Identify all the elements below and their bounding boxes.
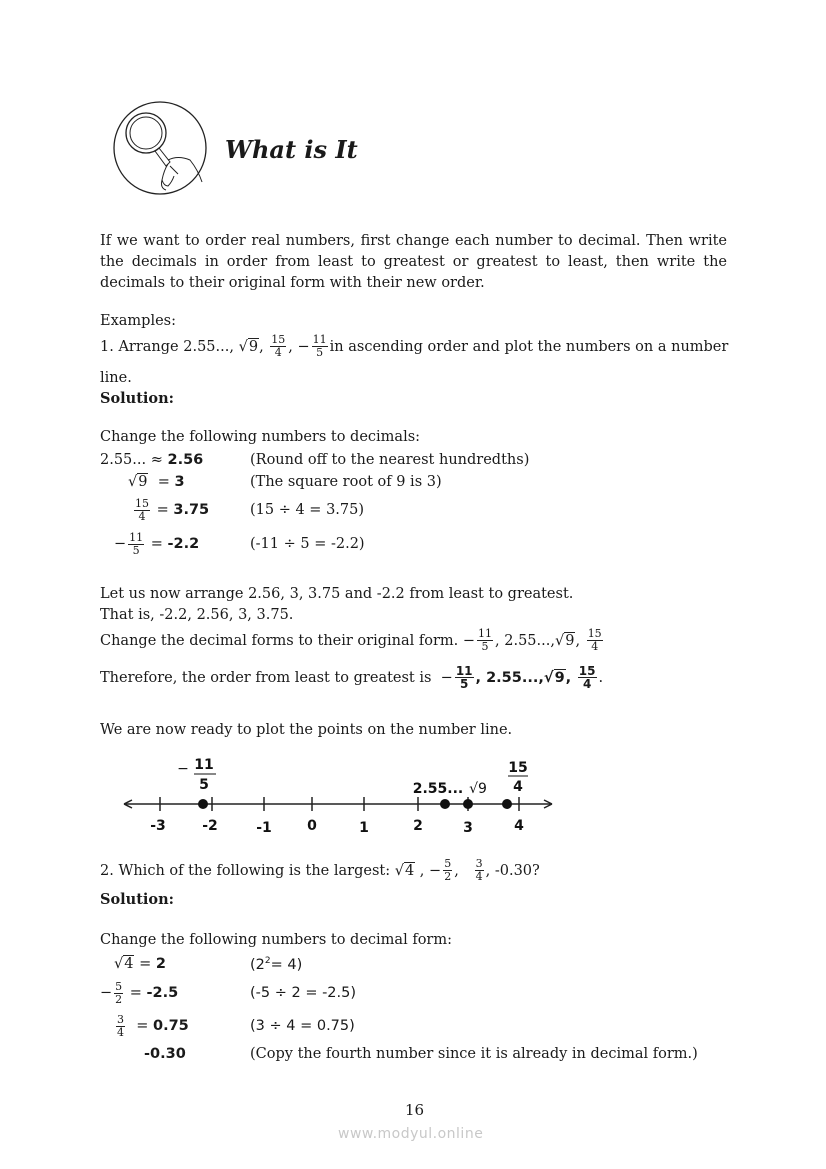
example-1-prompt: 1. Arrange 2.55..., √9 , $\frac{15}{4}$ , − $\frac{11}{5}$ in ascending order and plot the numbers on a number	[100, 333, 729, 359]
conversion-row: $\frac{3}{4}$ = 0.75 (3 ÷ 4 = 0.75)	[117, 1012, 355, 1039]
conversion-row: -0.30 (Copy the fourth number since it is already in decimal form.)	[144, 1046, 698, 1062]
conversion-row: − $\frac{5}{2}$ = -2.5 (-5 ÷ 2 = -2.5)	[100, 979, 357, 1006]
change-label-2: Change the following numbers to decimal form:	[100, 932, 452, 948]
svg-text:-1: -1	[256, 820, 272, 835]
conversion-row: − $\frac{11}{5}$ = -2.2 (-11 ÷ 5 = -2.2)	[114, 530, 365, 557]
conversion-table-1	[100, 449, 600, 561]
svg-text:2: 2	[413, 818, 423, 834]
page-number: 16	[405, 1101, 425, 1119]
svg-text:5: 5	[199, 777, 209, 793]
fraction-15-4: $\frac{15}{4}$	[271, 333, 286, 359]
sqrt-9: √9	[238, 338, 259, 355]
intro-paragraph: If we want to order real numbers, first change each number to decimal. Then write the decimals in order from least to greatest or greatest to least, then write the decimals to their original form with their new order.	[100, 233, 727, 291]
example-1-prompt-line2: line.	[100, 370, 132, 386]
svg-text:4: 4	[514, 818, 524, 834]
section-title: What is It	[225, 135, 358, 164]
arrange-line: Let us now arrange 2.56, 3, 3.75 and -2.2 from least to greatest.	[100, 586, 574, 602]
conversion-row: √9 = 3 (The square root of 9 is 3)	[128, 474, 442, 490]
svg-text:15: 15	[508, 760, 528, 776]
watermark: www.modyul.online	[338, 1126, 484, 1142]
example-2-prompt: 2. Which of the following is the largest: √4 , − $\frac{5}{2}$ , $\frac{3}{4}$ , -0.30?	[100, 857, 540, 883]
plot-line: We are now ready to plot the points on the number line.	[100, 722, 513, 738]
that-is-line: That is, -2.2, 2.56, 3, 3.75.	[100, 607, 294, 623]
solution-label-2: Solution:	[100, 891, 174, 908]
svg-text:3: 3	[463, 820, 473, 835]
svg-text:√9: √9	[469, 781, 487, 797]
original-form-line: Change the decimal forms to their original form. − $\frac{11}{5}$ , 2.55..., √9 , $\frac{15}{4}$	[100, 627, 602, 653]
svg-text:4: 4	[513, 779, 523, 795]
svg-text:0: 0	[307, 818, 317, 834]
number-line-chart	[118, 755, 558, 835]
svg-text:2.55...: 2.55...	[412, 781, 464, 797]
svg-text:1: 1	[359, 820, 369, 835]
fraction-11-5: $\frac{11}{5}$	[312, 333, 327, 359]
conversion-table-2	[100, 952, 720, 1066]
therefore-line: Therefore, the order from least to greatest is − $\frac{11}{5}$ , 2.55..., √9 , $\frac{15}{4}$ .	[100, 664, 604, 691]
change-label-1: Change the following numbers to decimals:	[100, 429, 421, 445]
svg-text:-2: -2	[202, 818, 218, 834]
conversion-row: √4 = 2 $(2^2= 4)$	[114, 955, 303, 973]
conversion-row: $\frac{15}{4}$ = 3.75 (15 ÷ 4 = 3.75)	[135, 496, 365, 523]
svg-text:−: −	[177, 761, 189, 777]
conversion-row: 2.55... ≈ 2.56 (Round off to the nearest hundredths)	[100, 452, 530, 468]
examples-label: Examples:	[100, 313, 176, 329]
svg-text:11: 11	[194, 757, 214, 773]
solution-label-1: Solution:	[100, 390, 174, 407]
svg-text:-3: -3	[150, 818, 166, 834]
magnifying-glass-hand-icon	[112, 100, 208, 196]
